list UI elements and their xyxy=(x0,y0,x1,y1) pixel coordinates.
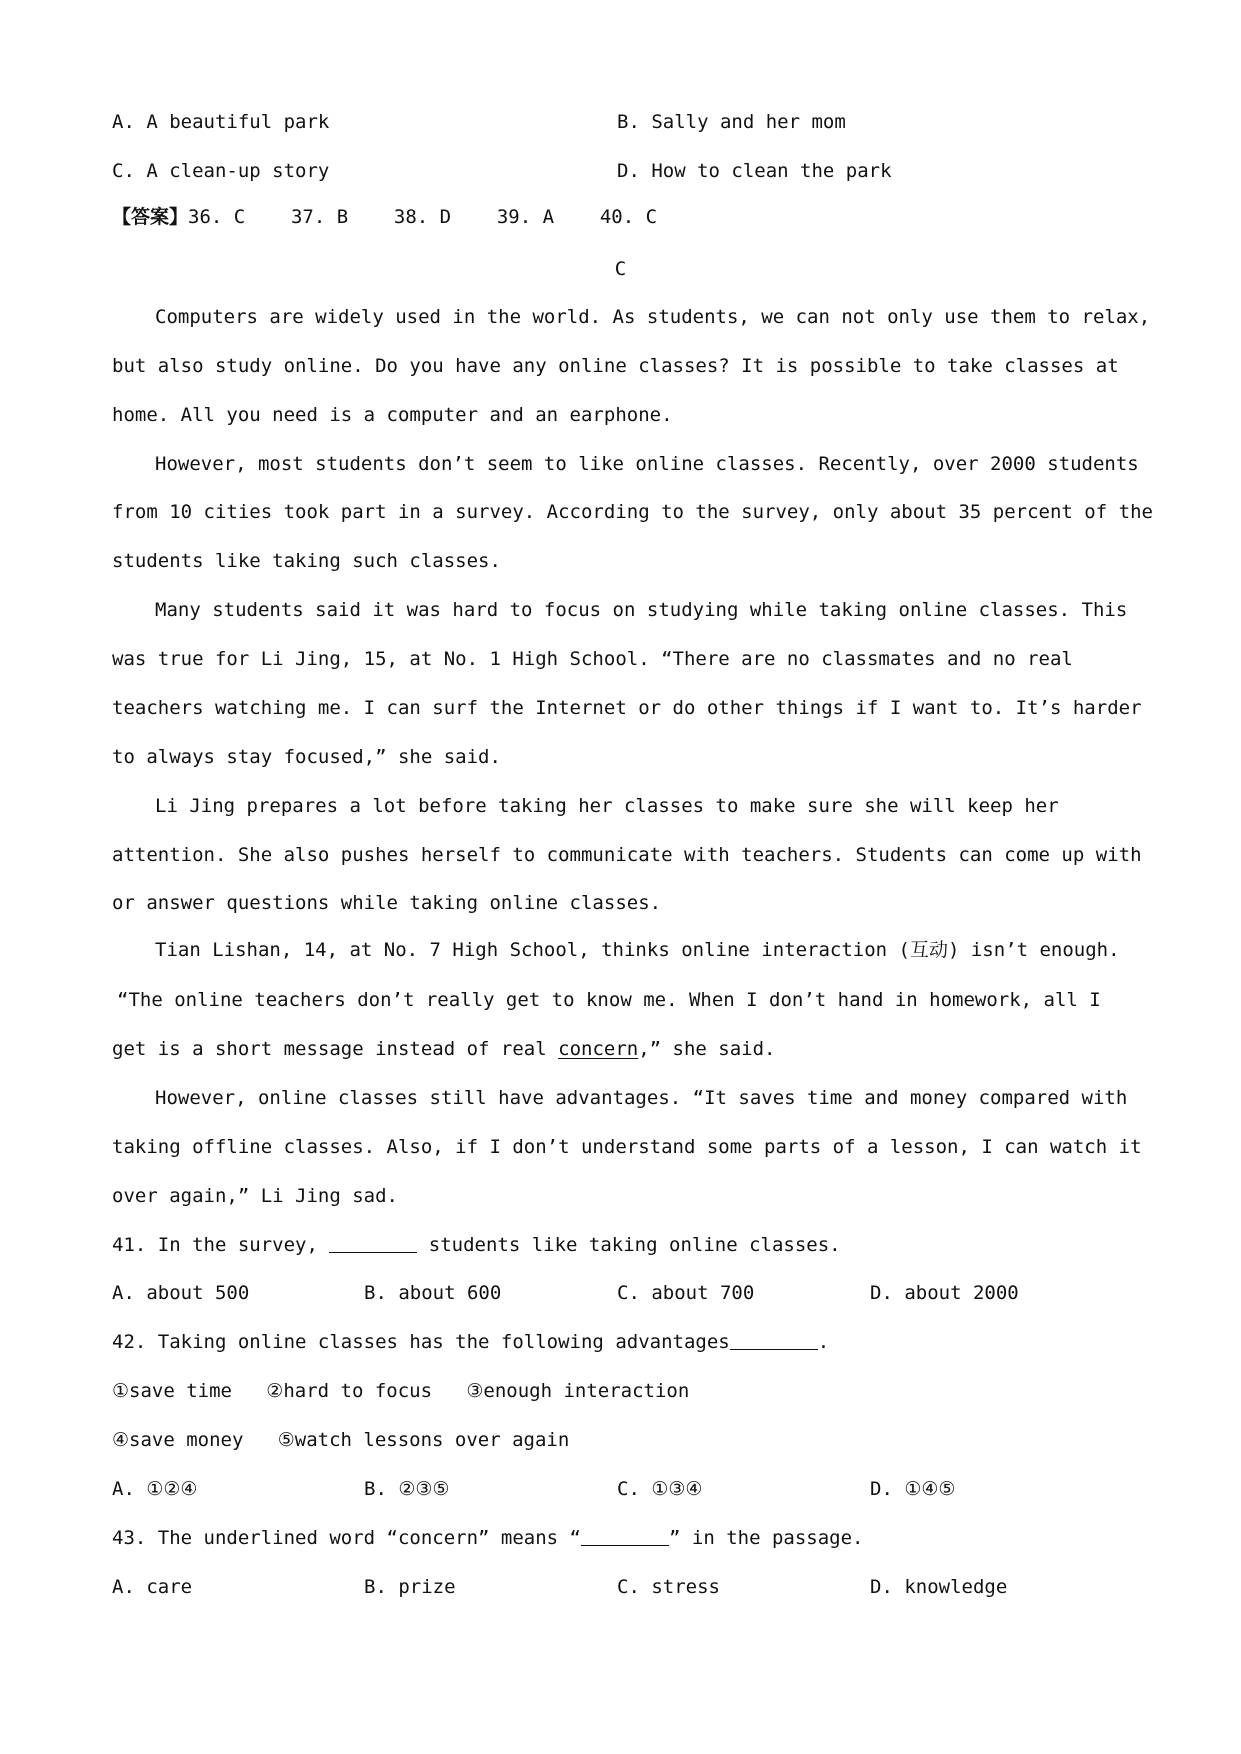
answer-blank xyxy=(581,1527,669,1546)
passage-line: Many students said it was hard to focus on studying while taking online classes. This xyxy=(155,599,1128,621)
underlined-word-concern: concern xyxy=(558,1038,639,1060)
passage-line: However, most students don’t seem to like online classes. Recently, over 2000 students xyxy=(155,453,1139,475)
q42-items-line2: ④save money ⑤watch lessons over again xyxy=(112,1429,570,1451)
q43-option-b[interactable]: B. prize xyxy=(364,1576,456,1598)
question-stem: 41. In the survey, xyxy=(112,1234,330,1256)
q42-option-b[interactable]: B. ②③⑤ xyxy=(364,1478,450,1500)
prev-option-d: D. How to clean the park xyxy=(617,160,892,182)
passage-line: taking offline classes. Also, if I don’t understand some parts of a lesson, I can watch it xyxy=(112,1136,1142,1158)
question-42 xyxy=(112,1330,829,1354)
q42-items-line1: ①save time ②hard to focus ③enough interaction xyxy=(112,1380,690,1402)
q43-option-a[interactable]: A. care xyxy=(112,1576,193,1598)
q43-option-d[interactable]: D. knowledge xyxy=(870,1576,1008,1598)
passage-line: home. All you need is a computer and an earphone. xyxy=(112,404,673,426)
answer-label: 【答案】 xyxy=(112,206,189,228)
passage-line: teachers watching me. I can surf the Internet or do other things if I want to. It’s harder xyxy=(112,697,1142,719)
passage-line xyxy=(112,1037,775,1061)
passage-line: Tian Lishan, 14, at No. 7 High School, thinks online interaction (互动) isn’t enough. xyxy=(155,939,1120,961)
answer-text: 36. C 37. B 38. D 39. A 40. C xyxy=(188,206,658,228)
question-stem: 42. Taking online classes has the following advantages xyxy=(112,1331,730,1353)
question-stem: ” in the passage. xyxy=(669,1527,864,1549)
passage-line: Computers are widely used in the world. As students, we can not only use them to relax, xyxy=(155,306,1151,328)
passage-line: students like taking such classes. xyxy=(112,550,501,572)
passage-line: from 10 cities took part in a survey. According to the survey, only about 35 percent of the xyxy=(112,501,1153,523)
question-43 xyxy=(112,1526,863,1550)
question-41 xyxy=(112,1233,841,1257)
passage-text: get is a short message instead of real xyxy=(112,1038,559,1060)
answer-key xyxy=(112,205,657,229)
prev-option-b: B. Sally and her mom xyxy=(617,111,846,133)
question-stem: students like taking online classes. xyxy=(417,1234,841,1256)
passage-line: but also study online. Do you have any online classes? It is possible to take classes at xyxy=(112,355,1119,377)
passage-line: or answer questions while taking online classes. xyxy=(112,892,662,914)
passage-line: to always stay focused,” she said. xyxy=(112,746,501,768)
prev-option-a: A. A beautiful park xyxy=(112,111,330,133)
q42-option-d[interactable]: D. ①④⑤ xyxy=(870,1478,956,1500)
q41-option-b[interactable]: B. about 600 xyxy=(364,1282,502,1304)
passage-line: over again,” Li Jing sad. xyxy=(112,1185,398,1207)
question-stem: . xyxy=(817,1331,830,1353)
passage-text: ,” she said. xyxy=(638,1038,776,1060)
q42-option-c[interactable]: C. ①③④ xyxy=(617,1478,703,1500)
question-stem: 43. The underlined word “concern” means “ xyxy=(112,1527,581,1549)
passage-line: “The online teachers don’t really get to know me. When I don’t hand in homework, all I xyxy=(117,989,1101,1011)
passage-line: was true for Li Jing, 15, at No. 1 High School. “There are no classmates and no real xyxy=(112,648,1073,670)
passage-line: attention. She also pushes herself to communicate with teachers. Students can come up with xyxy=(112,844,1142,866)
q41-option-d[interactable]: D. about 2000 xyxy=(870,1282,1019,1304)
section-title: C xyxy=(614,258,627,280)
passage-line: Li Jing prepares a lot before taking her classes to make sure she will keep her xyxy=(155,795,1059,817)
passage-line: However, online classes still have advantages. “It saves time and money compared with xyxy=(155,1087,1128,1109)
q43-option-c[interactable]: C. stress xyxy=(617,1576,720,1598)
answer-blank xyxy=(730,1331,818,1350)
answer-blank xyxy=(329,1234,417,1253)
q41-option-a[interactable]: A. about 500 xyxy=(112,1282,250,1304)
q42-option-a[interactable]: A. ①②④ xyxy=(112,1478,198,1500)
prev-option-c: C. A clean-up story xyxy=(112,160,330,182)
q41-option-c[interactable]: C. about 700 xyxy=(617,1282,755,1304)
